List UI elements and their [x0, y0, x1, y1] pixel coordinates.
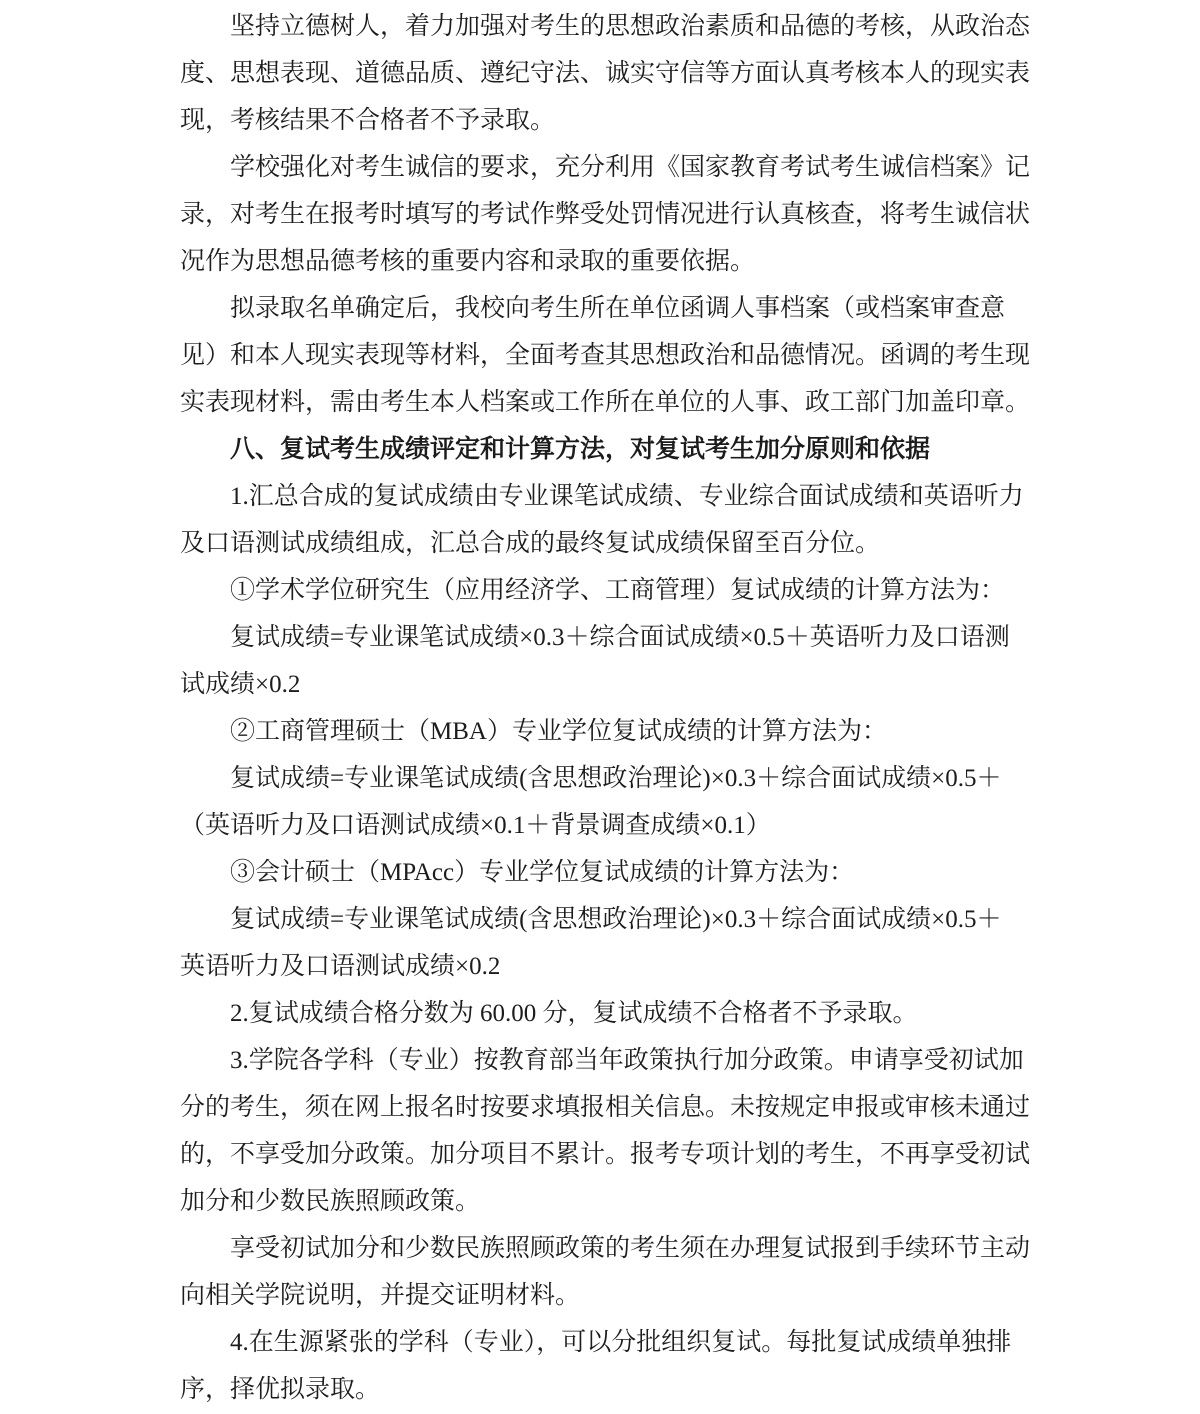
- paragraph-line: 现，考核结果不合格者不予录取。: [180, 107, 556, 134]
- paragraph-line: 见）和本人现实表现等材料，全面考查其思想政治和品德情况。函调的考生现: [180, 342, 1031, 369]
- paragraph-line: 4.在生源紧张的学科（专业），可以分批组织复试。每批复试成绩单独排: [230, 1329, 1012, 1356]
- formula-line: 复试成绩=专业课笔试成绩(含思想政治理论)×0.3＋综合面试成绩×0.5＋: [230, 765, 1002, 792]
- section-heading: 八、复试考生成绩评定和计算方法，对复试考生加分原则和依据: [230, 436, 931, 463]
- paragraph-line: 分的考生，须在网上报名时按要求填报相关信息。未按规定申报或审核未通过: [180, 1094, 1031, 1121]
- paragraph-line: 享受初试加分和少数民族照顾政策的考生须在办理复试报到手续环节主动: [230, 1235, 1031, 1262]
- paragraph-line: 向相关学院说明，并提交证明材料。: [180, 1282, 581, 1309]
- formula-line: 试成绩×0.2: [180, 671, 301, 698]
- paragraph-line: 序，择优拟录取。: [180, 1376, 381, 1403]
- formula-line: （英语听力及口语测试成绩×0.1＋背景调查成绩×0.1）: [180, 812, 771, 839]
- paragraph-line: 学校强化对考生诚信的要求，充分利用《国家教育考试考生诚信档案》记: [230, 154, 1031, 181]
- paragraph-line: 度、思想表现、道德品质、遵纪守法、诚实守信等方面认真考核本人的现实表: [180, 60, 1031, 87]
- paragraph-line: 1.汇总合成的复试成绩由专业课笔试成绩、专业综合面试成绩和英语听力: [230, 483, 1024, 510]
- paragraph-line: 3.学院各学科（专业）按教育部当年政策执行加分政策。申请享受初试加: [230, 1047, 1024, 1074]
- paragraph-line: 及口语测试成绩组成，汇总合成的最终复试成绩保留至百分位。: [180, 530, 881, 557]
- paragraph-line: 的，不享受加分政策。加分项目不累计。报考专项计划的考生，不再享受初试: [180, 1141, 1031, 1168]
- paragraph-line: 实表现材料，需由考生本人档案或工作所在单位的人事、政工部门加盖印章。: [180, 389, 1031, 416]
- paragraph-line: ①学术学位研究生（应用经济学、工商管理）复试成绩的计算方法为：: [230, 577, 1006, 604]
- paragraph-line: ②工商管理硕士（MBA）专业学位复试成绩的计算方法为：: [230, 718, 887, 745]
- paragraph-line: 况作为思想品德考核的重要内容和录取的重要依据。: [180, 248, 756, 275]
- paragraph-line: 2.复试成绩合格分数为 60.00 分，复试成绩不合格者不予录取。: [230, 1000, 918, 1027]
- formula-line: 英语听力及口语测试成绩×0.2: [180, 953, 501, 980]
- formula-line: 复试成绩=专业课笔试成绩(含思想政治理论)×0.3＋综合面试成绩×0.5＋: [230, 906, 1002, 933]
- formula-line: 复试成绩=专业课笔试成绩×0.3＋综合面试成绩×0.5＋英语听力及口语测: [230, 624, 1010, 651]
- paragraph-line: 加分和少数民族照顾政策。: [180, 1188, 481, 1215]
- paragraph-line: ③会计硕士（MPAcc）专业学位复试成绩的计算方法为：: [230, 859, 855, 886]
- paragraph-line: 录，对考生在报考时填写的考试作弊受处罚情况进行认真核查，将考生诚信状: [180, 201, 1031, 228]
- paragraph-line: 拟录取名单确定后，我校向考生所在单位函调人事档案（或档案审查意: [230, 295, 1006, 322]
- paragraph-line: 坚持立德树人，着力加强对考生的思想政治素质和品德的考核，从政治态: [230, 13, 1031, 40]
